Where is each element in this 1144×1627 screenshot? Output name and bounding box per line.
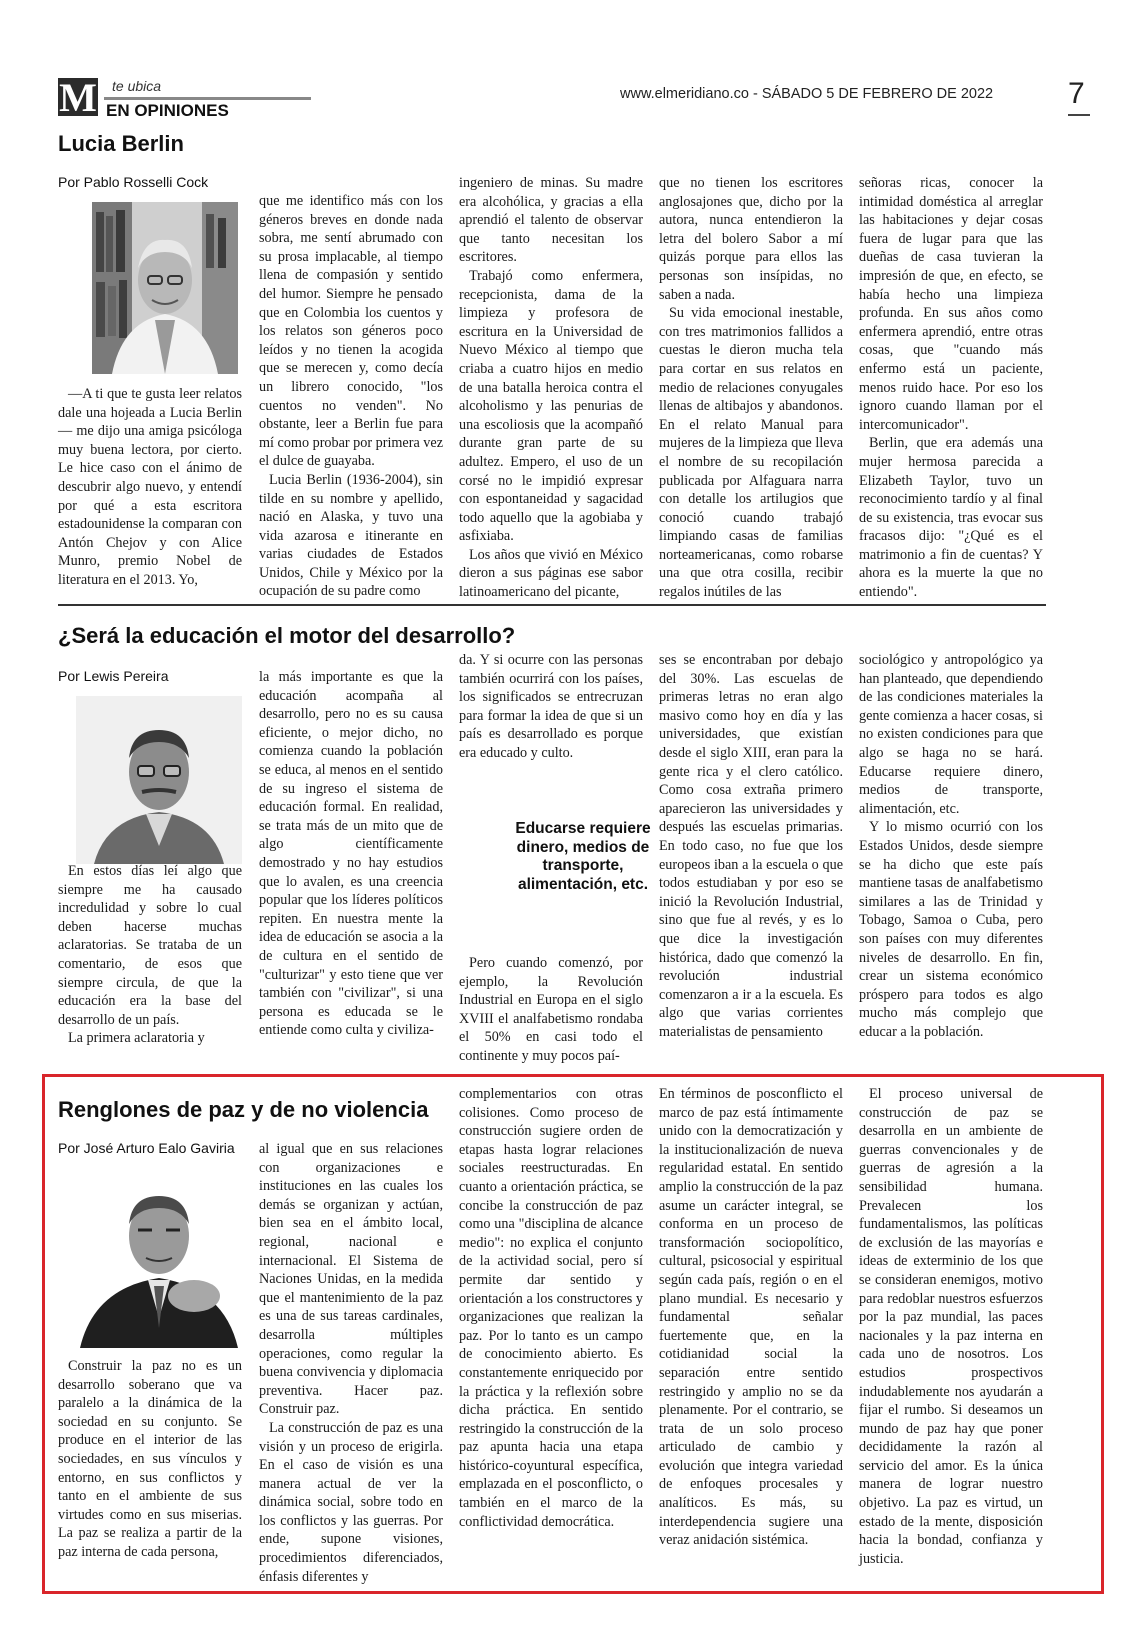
article-1-column-5 <box>859 174 1043 601</box>
paragraph: complementarios con otras colisiones. Como proceso de construcción sugiere orden de etapas hasta lograr relaciones sociales reestructuradas. En cuanto a orientación práctica, se concibe la construcción de paz como una "disciplina de alcance medio": no explica el conjunto de la actividad social, pero sí permite dar sentido y orientación a los constructores y organizaciones que realizan la paz. Por lo tanto es un campo de conocimiento abierto. Es constantemente enriquecido por la práctica y la reflexión sobre dicha práctica. En sentido restringido la construcción de la paz apunta hacia una etapa histórico-coyuntural específica, emplazada en el posconflicto, o también en el marco de la conflictividad democrática. <box>459 1086 643 1530</box>
author-photo-jose-arturo-ealo <box>74 1168 244 1348</box>
article-2-title: ¿Será la educación el motor del desarrollo? <box>58 623 516 648</box>
paragraph: Su vida emocional inestable, con tres matrimonios fallidos a cuestas le dieron mucha tela para cortar en sus relatos en medio de relaciones conyugales llenas de altibajos y abandonos. En el relato Manual para mujeres de la limpieza que lleva el nombre de su recopilación publicada por Alfaguara narra con detalle los artilugios que conoció cuando trabajó limpiando casas de familias norteamericanas, como robarse una que otra cosilla, recibir regalos inútiles de las <box>659 305 843 601</box>
page-number-rule <box>1068 114 1090 116</box>
paragraph: El proceso universal de construcción de paz se desarrolla en un ambiente de guerras convencionales y de guerras de agresión a la sensibilidad humana. Prevalecen los fundamentalismos, las políticas de exclusión de las mayorías e ideas de exterminio de los que se consideran enemigos, motivo para redoblar nuestros esfuerzos por la paz mundial, las paces nacionales y la paz interna en cada uno de nosotros. Los estudios prospectivos indudablemente nos ayudarán a fijar el rumbo. Si deseamos un mundo de paz hay que poner decididamente la razón al servicio del amor. Es la única manera de lograr nuestro objetivo. La paz es virtud, un estado de la mente, disposición hacia la bondad, confianza y justicia. <box>859 1086 1043 1567</box>
article-3-column-4 <box>659 1085 843 1557</box>
article-1-byline: Por Pablo Rosselli Cock <box>58 174 209 190</box>
paragraph: sociológico y antropológico ya han planteado, que dependiendo de las condiciones materiales la gente comienza a hacer cosas, si no existen condiciones para que algo se haga no se hará. Educarse requiere dinero, medios de transporte, alimentación, etc. <box>859 652 1043 817</box>
paragraph: ingeniero de minas. Su madre era alcohólica, y gracias a ella aprendió el talento de observar que tanto necesitan los escritores. <box>459 175 643 266</box>
paragraph: Los años que vivió en México dieron a sus páginas ese sabor latinoamericano del picante, <box>459 546 643 601</box>
section-divider <box>58 604 1046 606</box>
site-and-date[interactable]: www.elmeridiano.co - SÁBADO 5 DE FEBRERO DE 2022 <box>620 86 994 102</box>
author-photo-pablo-rosselli <box>92 202 238 374</box>
article-2-column-5 <box>859 651 1043 1062</box>
paragraph: Lucia Berlin (1936-2004), sin tilde en su nombre y apellido, nació en Alaska, y tuvo una vida azarosa e itinerante en varias ciudades de Estados Unidos, Chile y México por la ocupación de su padre como <box>259 471 443 600</box>
article-3-column-2 <box>259 1140 443 1585</box>
article-2-column-3-bottom <box>459 954 643 1062</box>
author-photo-lewis-pereira <box>76 696 242 864</box>
article-2-column-4 <box>659 651 843 1062</box>
article-1-column-3 <box>459 174 643 601</box>
article-3-column-3 <box>459 1085 643 1557</box>
paragraph: Y lo mismo ocurrió con los Estados Unidos, desde siempre se ha dicho que este país mantiene tasas de analfabetismo similares a las de Trinidad y Tobago, Samoa o Cuba, pero son países con muy diferentes niveles de desarrollo. En fin, crear un sistema económico próspero para todos es algo mucho más complejo que educar a la población. <box>859 819 1043 1040</box>
paragraph: Trabajó como enfermera, recepcionista, dama de la limpieza y profesora de escritura en la Universidad de Nuevo México al tiempo que criaba a cuatro hijos en medio de una batalla heroica contra el alcoholismo y las penurias de una escoliosis que la acompañó durante gran parte de su adultez. Empero, el uso de un corsé no le impidió expresar con espontaneidad y sagacidad todo aquello que la agobiaba y asfixiaba. <box>459 267 643 545</box>
tagline: te ubica <box>112 78 162 94</box>
paragraph: Berlin, que era además una mujer hermosa parecida a Elizabeth Taylor, tuvo un reconocimiento tardío y al final de su existencia, tras evocar sus fracasos dijo: "¿Qué es el matrimonio a fin de cuentas? Y ahora es la muerte la que no entiendo". <box>859 435 1043 601</box>
paragraph: la más importante es que la educación acompaña al desarrollo, pero no es su causa eficiente, o mejor dicho, no comienza cuando la población se educa, al menos en el sentido de su ingreso el sistema de educación formal. En realidad, se trata más de un mito que de algo científicamente demostrado y no hay estudios que lo avalen, es una creencia popular que los líderes políticos repiten. En nuestra mente la idea de educación se asocia a la de cultura en el sentido de "culturizar" y esto tiene que ver también con "civilizar", si una persona es educada se le entiende como culta y civiliza- <box>259 669 443 1039</box>
paragraph: La primera aclaratoria y <box>68 1030 205 1047</box>
paragraph: da. Y si ocurre con las personas también ocurrirá con los países, los significados se entrecruzan para formar la idea de que si un país es desarrollado es porque era educado y culto. <box>459 652 643 761</box>
paragraph: que me identifico más con los géneros breves en donde nada sobra, me sentí abrumado con su prosa implacable, al tiempo llena de compasión y sentido del humor. Siempre he pensado que en Colombia los cuentos y los relatos son géneros poco leídos y no tienen la acogida que se merecen y, como decía un librero conocido, "los cuentos no venden". No obstante, leer a Berlin fue para mí como probar por primera vez el dulce de guayaba. <box>259 193 443 470</box>
article-3-byline: Por José Arturo Ealo Gaviria <box>58 1140 235 1156</box>
paragraph: Construir la paz no es un desarrollo soberano que va paralelo a la dinámica de la sociedad en su conjunto. Se produce en el interior de las sociedades, en sus vínculos y entorno, en sus conflictos y tanto en el ambiente de sus virtudes como en sus miserias. La paz se realiza a partir de la paz interna de cada persona, <box>58 1358 242 1560</box>
section-label: EN OPINIONES <box>106 101 229 120</box>
article-1-title: Lucia Berlin <box>58 131 184 156</box>
article-3-column-5 <box>859 1085 1043 1567</box>
article-2-column-1 <box>58 862 242 1062</box>
tagline-rule <box>104 97 311 100</box>
paragraph: En estos días leí algo que siempre me ha causado incredulidad y sobre lo cual deben hacerse muchas aclaratorias. Se trataba de un comentario, de esos que siempre circula, de que la educación era la base del desarrollo de un país. <box>58 863 242 1028</box>
article-1-column-2 <box>259 192 443 600</box>
page-number: 7 <box>1068 77 1085 110</box>
article-1-column-4 <box>659 174 843 601</box>
paragraph: Pero cuando comenzó, por ejemplo, la Revolución Industrial en Europa en el siglo XVIII el analfabetismo rondaba el 50% en casi todo el continente y muy pocos paí- <box>459 955 643 1064</box>
paragraph: señoras ricas, conocer la intimidad doméstica al arreglar las habitaciones y dejar cosas fuera de lugar para que las dueñas de casa tuvieran la impresión de que, en efecto, se había hecho una limpieza profunda. En sus años como enfermera aprendió, entre otras cosas, que "cuando más enfermo está un paciente, menos ruido hace. Por eso los ignoro cuando llaman por el intercomunicador". <box>859 175 1043 433</box>
paragraph: ses se encontraban por debajo del 30%. Las escuelas de primeras letras no eran algo masivo como hoy en día y las universidades, que existían desde el siglo XIII, eran para la gente rica y el clero católico. Como cosa extraña primero aparecieron las universidades y después las escuelas primarias. En todo caso, no fue que los europeos iban a la escuela o que todos estudiaban y por eso se inició la Revolución Industrial, sino que fue al revés, y es lo que dice la investigación histórica, dado que comenzó la revolución industrial comenzaron a ir a la escuela. Es algo que varias corrientes materialistas de pensamiento <box>659 652 843 1040</box>
article-3-column-1 <box>58 1357 242 1560</box>
article-3-title: Renglones de paz y de no violencia <box>58 1097 429 1122</box>
article-2-column-2 <box>259 668 443 1062</box>
article-2-column-3-top <box>459 651 643 781</box>
paragraph: —A ti que te gusta leer relatos dale una hojeada a Lucia Berlin— me dijo una amiga psicóloga muy buena lectora, por cierto. Le hice caso con el ánimo de descubrir algo nuevo, y entendí por qué a esta escritora estadounidense la comparan con Antón Chejov y con Alice Munro, premio Nobel de literatura en el 2013. Yo, <box>58 386 242 588</box>
paragraph: que no tienen los escritores anglosajones que, dicho por la autora, nunca entendieron la letra del bolero Sabor a mí quizás porque para ellos las personas son insípidas, no saben a nada. <box>659 175 843 303</box>
article-1-column-1 <box>58 385 242 588</box>
paragraph: La construcción de paz es una visión y un proceso de erigirla. En el caso de visión es una manera actual de ver la dinámica social, sobre todo en los conflictos y las guerras. Por ende, supone visiones, procedimientos diferenciados, énfasis diferentes y <box>259 1419 443 1585</box>
pull-quote: Educarse requiere dinero, medios de transporte, alimentación, etc. <box>515 820 651 893</box>
article-2-byline: Por Lewis Pereira <box>58 668 169 684</box>
paragraph: al igual que en sus relaciones con organizaciones e instituciones en las cuales los demás se organizan y actúan, bien sea en el ámbito local, regional, nacional e internacional. El Sistema de Naciones Unidas, en la medida que el mantenimiento de la paz es una de sus tareas cardinales, desarrolla múltiples operaciones, como regular la buena convivencia y diplomacia preventiva. Hacer paz. Construir paz. <box>259 1141 443 1418</box>
newspaper-logo: M <box>59 75 97 120</box>
paragraph: En términos de posconflicto el marco de paz está íntimamente unido con la democratización y la institucionalización de nueva regularidad estatal. En sentido amplio la construcción de la paz asume un carácter integral, se conforma en un proceso de transformación sociopolítico, cultural, psicosocial y espiritual según cada país, región o en el plano mundial. Es necesario y fundamental señalar fuertemente que, en la cotidianidad social la separación entre sentido restringido y amplio no se da plenamente. Por el contrario, se trata de un solo proceso articulado de cambio y evolución que integra variedad de enfoques procesales y analíticos. Es más, su interdependencia sugiere una veraz anidación sistémica. <box>659 1086 843 1549</box>
